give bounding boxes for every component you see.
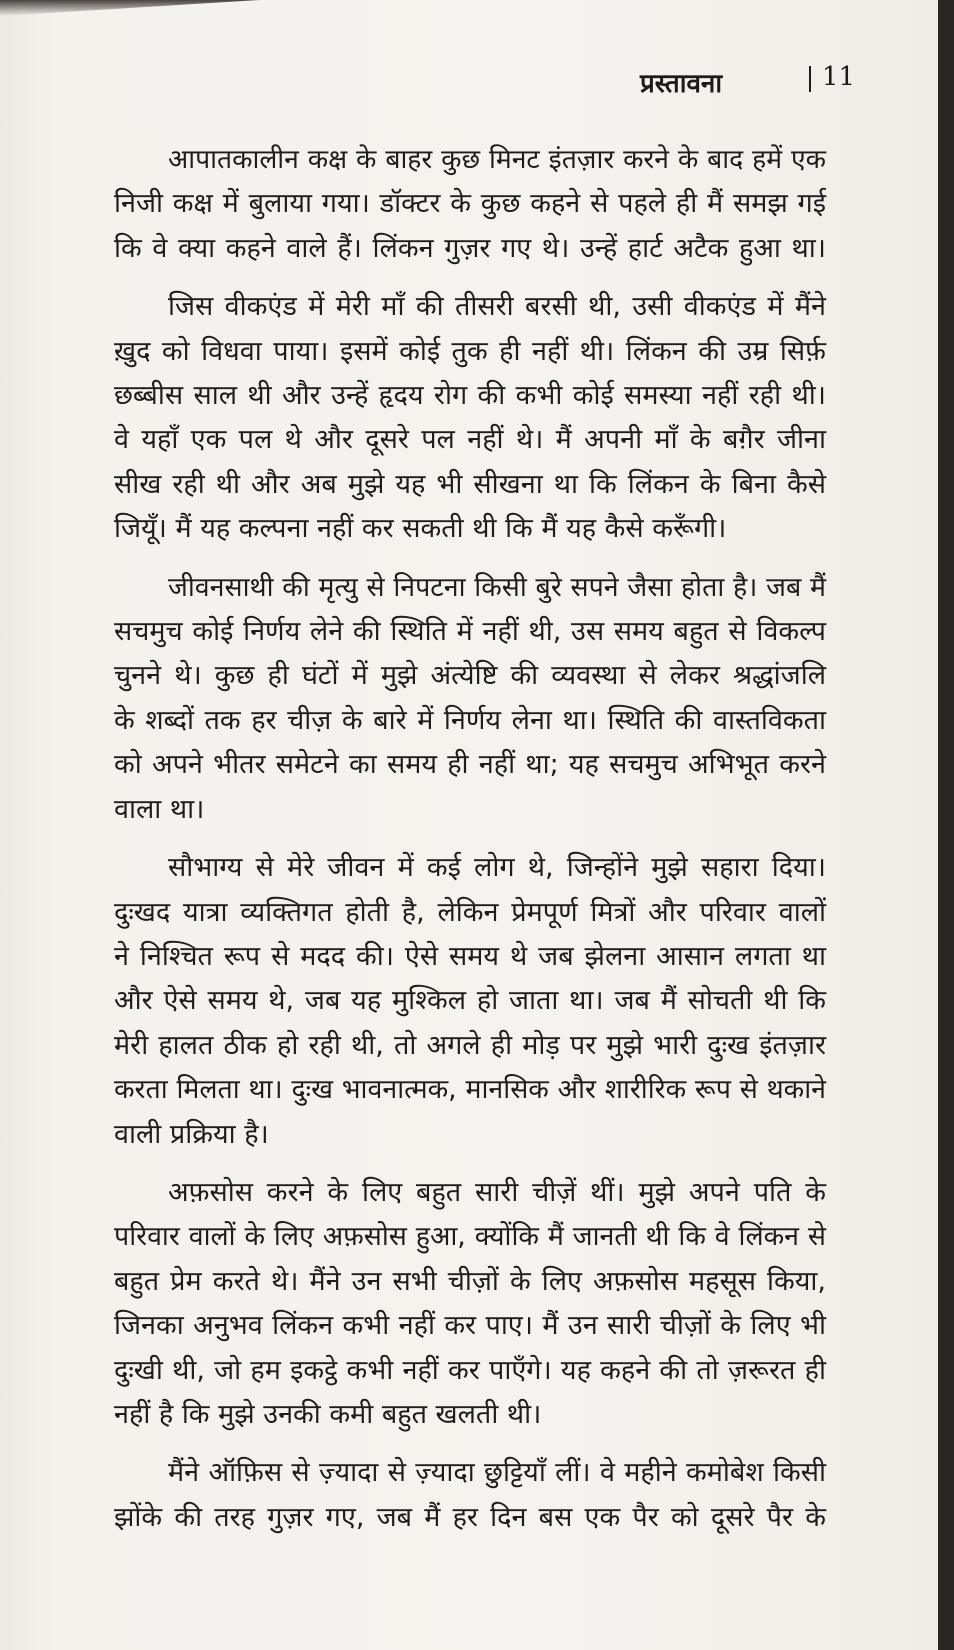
text-line: वे यहाँ एक पल थे और दूसरे पल नहीं थे। मैं अपनी माँ के बग़ैर जीना xyxy=(114,424,826,456)
paragraph-4 xyxy=(114,846,826,1157)
body-text xyxy=(114,138,826,1554)
text-line: जीवनसाथी की मृत्यु से निपटना किसी बुरे सपने जैसा होता है। जब मैं xyxy=(168,571,826,603)
running-head xyxy=(640,60,900,100)
text-line: चुनने थे। कुछ ही घंटों में मुझे अंत्येष्टि की व्यवस्था से लेकर श्रद्धांजलि xyxy=(114,660,826,692)
text-line: छब्बीस साल थी और उन्हें हृदय रोग की कभी कोई समस्या नहीं रही थी। xyxy=(114,380,826,412)
text-line: ने निश्चित रूप से मदद की। ऐसे समय थे जब झेलना आसान लगता था xyxy=(114,940,826,972)
text-line: वाला था। xyxy=(114,793,205,825)
paragraph-2 xyxy=(114,285,826,551)
text-line: वाली प्रक्रिया है। xyxy=(114,1118,269,1150)
text-line: मेरी हालत ठीक हो रही थी, तो अगले ही मोड़ पर मुझे भारी दुःख इंतज़ार xyxy=(114,1029,826,1061)
text-line: मैंने ऑफ़िस से ज़्यादा से ज़्यादा छुट्टियाँ लीं। वे महीने कमोबेश किसी xyxy=(168,1457,826,1489)
text-line: सचमुच कोई निर्णय लेने की स्थिति में नहीं थी, उस समय बहुत से विकल्प xyxy=(114,616,826,648)
page-corner-shadow xyxy=(0,0,260,16)
text-line: के शब्दों तक हर चीज़ के बारे में निर्णय लेना था। स्थिति की वास्तविकता xyxy=(114,704,826,736)
text-line: ख़ुद को विधवा पाया। इसमें कोई तुक ही नहीं थी। लिंकन की उम्र सिर्फ़ xyxy=(114,335,826,367)
text-line: करता मिलता था। दुःख भावनात्मक, मानसिक और शारीरिक रूप से थकाने xyxy=(114,1074,826,1106)
text-line: जिनका अनुभव लिंकन कभी नहीं कर पाए। मैं उन सारी चीज़ों के लिए भी xyxy=(114,1310,826,1342)
text-line: को अपने भीतर समेटने का समय ही नहीं था; यह सचमुच अभिभूत करने xyxy=(114,749,826,781)
text-line: जिस वीकएंड में मेरी माँ की तीसरी बरसी थी, उसी वीकएंड में मैंने xyxy=(168,291,826,323)
text-line: झोंके की तरह गुज़र गए, जब मैं हर दिन बस एक पैर को दूसरे पैर के xyxy=(114,1501,826,1533)
text-line: दुःखद यात्रा व्यक्तिगत होती है, लेकिन प्रेमपूर्ण मित्रों और परिवार वालों xyxy=(114,896,826,928)
text-line: निजी कक्ष में बुलाया गया। डॉक्टर के कुछ कहने से पहले ही मैं समझ गई xyxy=(114,188,826,220)
text-line: दुःखी थी, जो हम इकट्ठे कभी नहीं कर पाएँगे। यह कहने की तो ज़रूरत ही xyxy=(114,1354,826,1386)
page-number: 11 xyxy=(822,62,856,92)
text-line: और ऐसे समय थे, जब यह मुश्किल हो जाता था। जब मैं सोचती थी कि xyxy=(114,985,826,1017)
text-line: जियूँ। मैं यह कल्पना नहीं कर सकती थी कि मैं यह कैसे करूँगी। xyxy=(114,513,727,545)
text-line: बहुत प्रेम करते थे। मैंने उन सभी चीज़ों के लिए अफ़सोस महसूस किया, xyxy=(114,1265,826,1297)
chapter-title: प्रस्तावना xyxy=(640,69,723,99)
text-line: कि वे क्या कहने वाले हैं। लिंकन गुज़र गए थे। उन्हें हार्ट अटैक हुआ था। xyxy=(114,232,826,264)
text-line: परिवार वालों के लिए अफ़सोस हुआ, क्योंकि मैं जानती थी कि वे लिंकन से xyxy=(114,1221,826,1253)
paragraph-5 xyxy=(114,1171,826,1437)
header-separator xyxy=(809,66,811,92)
paragraph-6 xyxy=(114,1451,826,1540)
text-line: सीख रही थी और अब मुझे यह भी सीखना था कि लिंकन के बिना कैसे xyxy=(114,468,826,500)
text-line: सौभाग्य से मेरे जीवन में कई लोग थे, जिन्होंने मुझे सहारा दिया। xyxy=(168,852,826,884)
text-line: नहीं है कि मुझे उनकी कमी बहुत खलती थी। xyxy=(114,1398,542,1430)
text-line: आपातकालीन कक्ष के बाहर कुछ मिनट इंतज़ार करने के बाद हमें एक xyxy=(168,144,826,175)
paragraph-3 xyxy=(114,566,826,832)
paragraph-1 xyxy=(114,138,826,271)
text-line: अफ़सोस करने के लिए बहुत सारी चीज़ें थीं। मुझे अपने पति के xyxy=(168,1176,826,1208)
